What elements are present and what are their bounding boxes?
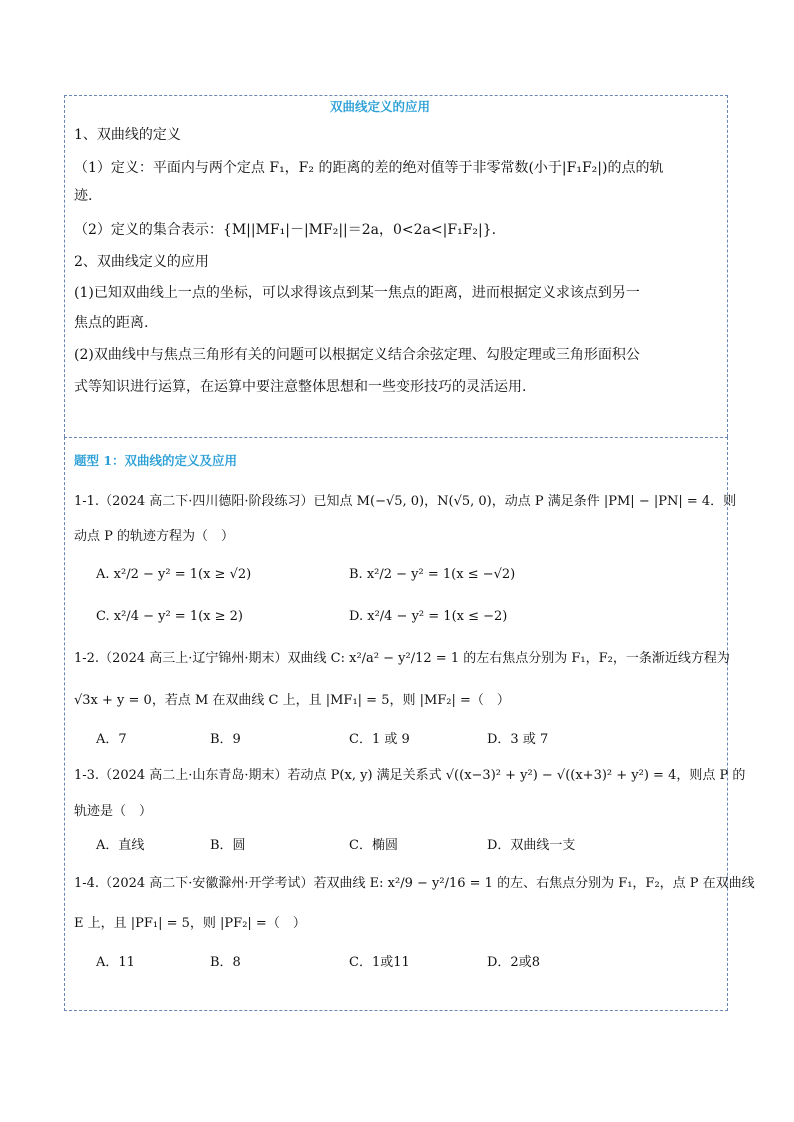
q2-line-1: 1-2.（2024 高三上·辽宁锦州·期末）双曲线 C: x²/a² − y²/12 = 1 的左右焦点分别为 F₁，F₂，一条渐近线方程为 — [74, 651, 730, 666]
q2-option-a[interactable]: A．7 — [96, 732, 127, 747]
q1-option-b[interactable]: B. x²/2 − y² = 1(x ≤ −√2) — [349, 567, 516, 582]
q2-option-d[interactable]: D．3 或 7 — [487, 732, 549, 747]
q4-option-a[interactable]: A．11 — [96, 955, 135, 970]
q1-option-d[interactable]: D. x²/4 − y² = 1(x ≤ −2) — [349, 609, 508, 624]
definition-line-2: （2）定义的集合表示：{M||MF₁|－|MF₂||＝2a，0<2a<|F₁F₂|}. — [74, 222, 497, 238]
definition-line-1b: 迹. — [74, 188, 93, 204]
q2-option-c[interactable]: C．1 或 9 — [349, 732, 410, 747]
q3-option-d[interactable]: D．双曲线一支 — [487, 838, 576, 853]
q1-line-2: 动点 P 的轨迹方程为（ ） — [74, 529, 235, 544]
q1-line-1: 1-1.（2024 高二下·四川德阳·阶段练习）已知点 M(−√5, 0)，N(√5, 0)，动点 P 满足条件 |PM| − |PN| = 4．则 — [74, 494, 737, 509]
q2-option-b[interactable]: B．9 — [210, 732, 241, 747]
q3-option-c[interactable]: C．椭圆 — [349, 838, 398, 853]
q3-line-1: 1-3.（2024 高二上·山东青岛·期末）若动点 P(x, y) 满足关系式 √((x−3)² + y²) − √((x+3)² + y²) = 4，则点 P 的 — [74, 768, 746, 783]
application-line-1b: 焦点的距离. — [74, 315, 149, 331]
q4-line-1: 1-4.（2024 高二下·安徽滁州·开学考试）若双曲线 E: x²/9 − y²/16 = 1 的左、右焦点分别为 F₁，F₂，点 P 在双曲线 — [74, 876, 755, 891]
q4-option-b[interactable]: B．8 — [210, 955, 241, 970]
q4-line-2: E 上，且 |PF₁| = 5，则 |PF₂| =（ ） — [74, 916, 306, 931]
q4-option-c[interactable]: C．1或11 — [349, 955, 410, 970]
definition-line-1a: （1）定义：平面内与两个定点 F₁，F₂ 的距离的差的绝对值等于非零常数(小于|F₁F₂|)的点的轨 — [74, 160, 664, 176]
application-line-1a: (1)已知双曲线上一点的坐标，可以求得该点到某一焦点的距离，进而根据定义求该点到另一 — [74, 285, 640, 301]
heading-application: 2、双曲线定义的应用 — [74, 254, 209, 270]
section-title: 双曲线定义的应用 — [330, 99, 431, 114]
q4-option-d[interactable]: D．2或8 — [487, 955, 540, 970]
q2-line-2: √3x + y = 0，若点 M 在双曲线 C 上，且 |MF₁| = 5，则 |MF₂| =（ ） — [74, 693, 510, 708]
q3-option-a[interactable]: A．直线 — [96, 838, 145, 853]
heading-definition: 1、双曲线的定义 — [74, 127, 181, 143]
q1-option-c[interactable]: C. x²/4 − y² = 1(x ≥ 2) — [96, 609, 244, 624]
q3-line-2: 轨迹是（ ） — [74, 804, 153, 819]
question-type-title: 题型 1：双曲线的定义及应用 — [74, 453, 238, 468]
q1-option-a[interactable]: A. x²/2 − y² = 1(x ≥ √2) — [96, 567, 252, 582]
q3-option-b[interactable]: B．圆 — [210, 838, 246, 853]
application-line-2a: (2)双曲线中与焦点三角形有关的问题可以根据定义结合余弦定理、勾股定理或三角形面积公 — [74, 347, 640, 363]
application-line-2b: 式等知识进行运算，在运算中要注意整体思想和一些变形技巧的灵活运用. — [74, 379, 527, 395]
